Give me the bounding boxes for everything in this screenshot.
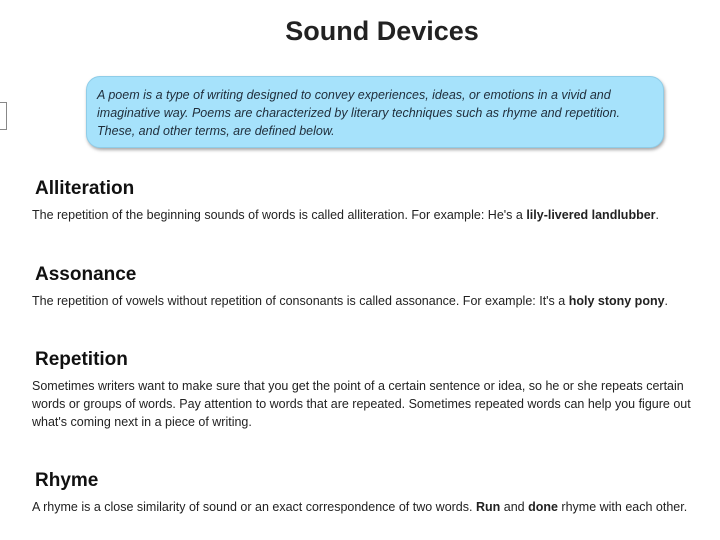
intro-callout <box>86 76 664 148</box>
section-heading: Rhyme <box>35 470 99 491</box>
section-repetition <box>32 349 712 431</box>
section-heading: Assonance <box>35 264 137 285</box>
definition-text-end: . <box>664 294 669 308</box>
definition-text: The repetition of vowels without repetition of consonants is called assonance. For example: It's a <box>32 294 569 308</box>
definition-text-end: . <box>655 208 660 222</box>
intro-text: A poem is a type of writing designed to convey experiences, ideas, or emotions in a vivid and imaginative way. Poems are characterized by literary techniques such as rhyme and repetition. These, and other terms, are defined below. <box>97 88 620 138</box>
section-definition <box>32 498 712 516</box>
section-assonance <box>32 264 712 310</box>
definition-text-mid: and <box>500 500 529 514</box>
example-bold: holy stony pony <box>568 294 665 308</box>
example-bold: done <box>528 500 558 514</box>
example-bold: lily-livered landlubber <box>526 208 656 222</box>
section-definition <box>32 206 712 224</box>
example-bold: Run <box>475 500 501 514</box>
definition-text-end: rhyme with each other. <box>557 500 688 514</box>
section-heading: Repetition <box>35 349 128 370</box>
page-title: Sound Devices <box>285 16 479 46</box>
definition-text: The repetition of the beginning sounds of words is called alliteration. For example: He's a <box>32 208 527 222</box>
section-definition <box>32 292 712 310</box>
section-rhyme <box>32 470 712 516</box>
side-panel-handle[interactable] <box>0 102 7 130</box>
section-definition: Sometimes writers want to make sure that you get the point of a certain sentence or idea, so he or she repeats certain words or groups of words. Pay attention to words that are repeated. Sometimes repeated words can help you figure out what's coming next in a piece of writing. <box>32 379 691 429</box>
section-alliteration <box>32 178 712 224</box>
section-heading: Alliteration <box>35 178 135 199</box>
definition-text: A rhyme is a close similarity of sound or an exact correspondence of two words. <box>32 500 476 514</box>
